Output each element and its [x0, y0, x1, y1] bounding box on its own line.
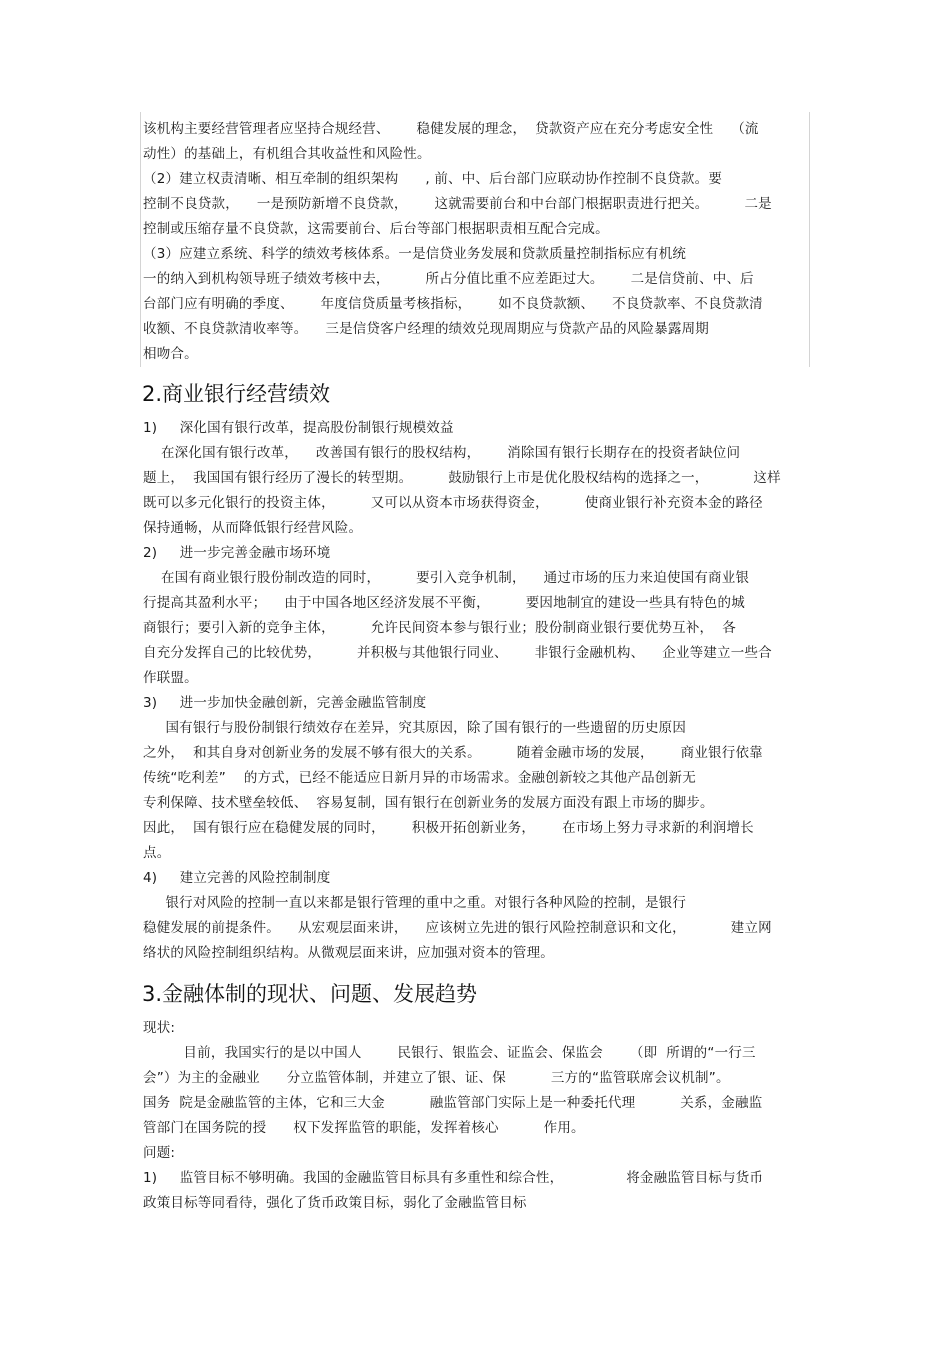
text-line: 保持通畅，从而降低银行经营风险。 [143, 520, 363, 536]
section-heading: 3.金融体制的现状、问题、发展趋势 [142, 982, 478, 1006]
text-line: 一的纳入到机构领导班子绩效考核中去， 所占分值比重不应差距过大。 二是信贷前、中、后 [143, 271, 754, 287]
text-line: 相吻合。 [143, 346, 198, 362]
subsection-label: 现状: [143, 1020, 176, 1036]
text-line: 作联盟。 [143, 670, 198, 686]
text-line: 目前，我国实行的是以中国人 民银行、银监会、证监会、保监会 （即 所谓的“一行三 [143, 1045, 756, 1061]
text-line: 控制或压缩存量不良贷款，这需要前台、后台等部门根据职责相互配合完成。 [143, 221, 609, 237]
subsection-label: 问题: [143, 1145, 176, 1161]
text-line: （3）应建立系统、科学的绩效考核体系。一是信贷业务发展和贷款质量控制指标应有机统 [143, 246, 687, 262]
text-line: 自充分发挥自己的比较优势， 并积极与其他银行同业、 非银行金融机构、 企业等建立一些合 [143, 645, 772, 661]
text-line: 台部门应有明确的季度、 年度信贷质量考核指标， 如不良贷款额、 不良贷款率、不良贷款清 [143, 296, 763, 312]
text-line: 银行对风险的控制一直以来都是银行管理的重中之重。对银行各种风险的控制，是银行 [143, 895, 687, 911]
text-line: 会”）为主的金融业 分立监管体制，并建立了银、证、保 三方的“监管联席会议机制”。 [143, 1070, 730, 1086]
text-line: 收额、不良贷款清收率等。 三是信贷客户经理的绩效兑现周期应与贷款产品的风险暴露周期 [143, 321, 709, 337]
text-line: 题上， 我国国有银行经历了漫长的转型期。 鼓励银行上市是优化股权结构的选择之一， 这样 [143, 470, 781, 486]
text-line: 在深化国有银行改革， 改善国有银行的股权结构， 消除国有银行长期存在的投资者缺位问 [143, 445, 741, 461]
text-line: 既可以多元化银行的投资主体， 又可以从资本市场获得资金， 使商业银行补充资本金的路径 [143, 495, 763, 511]
text-line: 传统“吃利差” 的方式，已经不能适应日新月异的市场需求。金融创新较之其他产品创新无 [143, 770, 696, 786]
text-line: 该机构主要经营管理者应坚持合规经营、 稳健发展的理念， 贷款资产应在充分考虑安全性 （流 [143, 121, 759, 137]
text-line: 点。 [143, 845, 171, 861]
text-line: 国有银行与股份制银行绩效存在差异，究其原因，除了国有银行的一些遗留的历史原因 [143, 720, 687, 736]
text-line: 之外， 和其自身对创新业务的发展不够有很大的关系。 随着金融市场的发展， 商业银行依靠 [143, 745, 763, 761]
text-line: 管部门在国务院的授 权下发挥监管的职能，发挥着核心 作用。 [143, 1120, 585, 1136]
text-line: 专利保障、技术壁垒较低、 容易复制，国有银行在创新业务的发展方面没有跟上市场的脚步。 [143, 795, 714, 811]
text-line: 行提高其盈利水平； 由于中国各地区经济发展不平衡， 要因地制宜的建设一些具有特色的城 [143, 595, 745, 611]
text-line: （2）建立权责清晰、相互牵制的组织架构 , 前、中、后台部门应联动协作控制不良贷款。要 [143, 171, 723, 187]
text-line: 国务 院是金融监管的主体，它和三大金 融监管部门实际上是一种委托代理 关系，金融监 [143, 1095, 763, 1111]
text-line: 商银行；要引入新的竞争主体， 允许民间资本参与银行业；股份制商业银行要优势互补， 各 [143, 620, 736, 636]
text-line: 因此， 国有银行应在稳健发展的同时， 积极开拓创新业务， 在市场上努力寻求新的利润增长 [143, 820, 754, 836]
list-item-title: 3) 进一步加快金融创新，完善金融监管制度 [143, 695, 427, 711]
list-item-title: 2) 进一步完善金融市场环境 [143, 545, 331, 561]
list-item-title: 4) 建立完善的风险控制制度 [143, 870, 331, 886]
text-line: 动性）的基础上，有机组合其收益性和风险性。 [143, 146, 431, 162]
list-item-title: 1) 深化国有银行改革，提高股份制银行规模效益 [143, 420, 454, 436]
section-heading: 2.商业银行经营绩效 [142, 382, 331, 406]
text-line: 络状的风险控制组织结构。从微观层面来讲，应加强对资本的管理。 [143, 945, 554, 961]
text-line: 政策目标等同看待，强化了货币政策目标，弱化了金融监管目标 [143, 1195, 527, 1211]
text-line: 控制不良贷款， 一是预防新增不良贷款， 这就需要前台和中台部门根据职责进行把关。 二是 [143, 196, 772, 212]
text-line: 在国有商业银行股份制改造的同时， 要引入竞争机制， 通过市场的压力来迫使国有商业银 [143, 570, 750, 586]
list-item-title: 1) 监管目标不够明确。我国的金融监管目标具有多重性和综合性， 将金融监管目标与货币 [143, 1170, 764, 1186]
text-line: 稳健发展的前提条件。 从宏观层面来讲， 应该树立先进的银行风险控制意识和文化， 建立网 [143, 920, 772, 936]
